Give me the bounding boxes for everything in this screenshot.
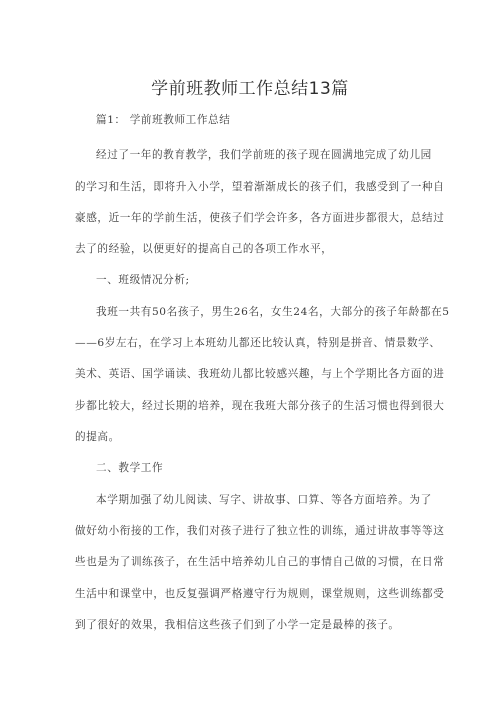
section-subtitle: 篇1： 学前班教师工作总结 <box>96 114 231 126</box>
paragraph-line: 去了的经验，以便更好的提高自己的各项工作水平， <box>75 243 333 255</box>
paragraph-line: 本学期加强了幼儿阅读、写字、讲故事、口算、等各方面培养。为了 <box>96 494 432 506</box>
paragraph-line: 我班一共有50名孩子，男生26名，女生24名，大部分的孩子年龄都在5 <box>96 306 450 318</box>
paragraph-line: 做好幼小衔接的工作，我们对孩子进行了独立性的训练，通过讲故事等等这 <box>75 525 445 537</box>
paragraph-line: 美术、英语、国学诵读、我班幼儿都比较感兴趣，与上个学期比各方面的进 <box>75 368 445 380</box>
paragraph-line: 到了很好的效果，我相信这些孩子们到了小学一定是最棒的孩子。 <box>75 619 400 631</box>
section-heading: 一、班级情况分析; <box>96 274 190 286</box>
paragraph-line: 的学习和生活，即将升入小学，望着渐渐成长的孩子们，我感受到了一种自 <box>75 181 445 193</box>
paragraph-line: 豪感，近一年的学前生活，使孩子们学会许多，各方面进步都很大，总结过 <box>75 212 445 224</box>
section-heading: 二、教学工作 <box>96 462 164 474</box>
paragraph-line: 的提高。 <box>75 431 120 443</box>
paragraph-line: ——6岁左右，在学习上本班幼儿都还比较认真，特别是拼音、情景数学、 <box>75 337 441 349</box>
paragraph-line: 些也是为了训练孩子，在生活中培养幼儿自己的事情自己做的习惯，在日常 <box>75 556 445 568</box>
paragraph-line: 生活中和课堂中，也反复强调严格遵守行为规则，课堂规则，这些训练都受 <box>75 588 445 600</box>
document-title: 学前班教师工作总结13篇 <box>151 79 349 99</box>
paragraph-line: 经过了一年的教育教学，我们学前班的孩子现在圆满地完成了幼儿园 <box>96 149 432 161</box>
paragraph-line: 步都比较大，经过长期的培养，现在我班大部分孩子的生活习惯也得到很大 <box>75 400 445 412</box>
